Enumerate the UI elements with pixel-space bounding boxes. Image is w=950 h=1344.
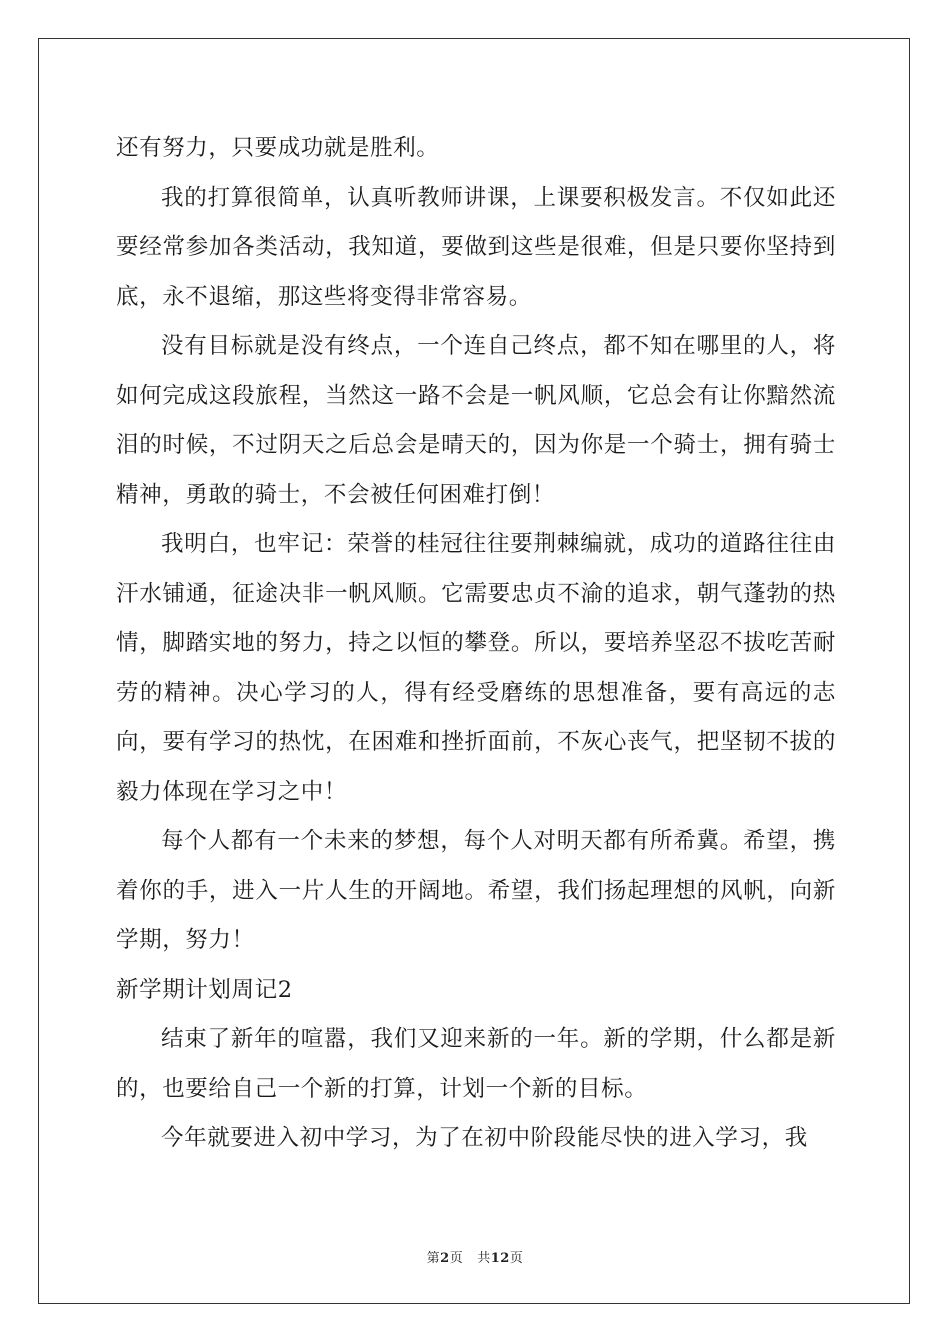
- page-total: 12: [490, 1251, 510, 1266]
- page-footer: [0, 1247, 950, 1266]
- paragraph: 每个人都有一个未来的梦想，每个人对明天都有所希冀。希望，携着你的手，进入一片人生的开阔地。希望，我们扬起理想的风帆，向新学期，努力！: [116, 828, 836, 953]
- paragraph: 今年就要进入初中学习，为了在初中阶段能尽快的进入学习，我: [161, 1125, 808, 1151]
- paragraph: 我的打算很简单，认真听教师讲课，上课要积极发言。不仅如此还要经常参加各类活动，我知道，要做到这些是很难，但是只要你坚持到底，永不退缩，那这些将变得非常容易。: [116, 184, 836, 310]
- page-suffix: 页: [449, 1251, 464, 1266]
- document-body: [116, 124, 836, 1164]
- page-prefix: 第: [426, 1251, 441, 1266]
- total-prefix: 共: [477, 1251, 491, 1266]
- paragraph-continuation: 还有努力，只要成功就是胜利。: [116, 135, 440, 161]
- paragraph: 没有目标就是没有终点，一个连自己终点，都不知在哪里的人，将如何完成这段旅程，当然这一路不会是一帆风顺，它总会有让你黯然流泪的时候，不过阴天之后总会是晴天的，因为你是一个骑士，拥有骑士精神，勇敢的骑士，不会被任何困难打倒！: [116, 333, 836, 508]
- section-title: 新学期计划周记2: [116, 976, 293, 1003]
- page-current: 2: [440, 1251, 450, 1266]
- total-suffix: 页: [509, 1251, 524, 1266]
- paragraph: 我明白，也牢记：荣誉的桂冠往往要荆棘编就，成功的道路往往由汗水铺通，征途决非一帆风顺。它需要忠贞不渝的追求，朝气蓬勃的热情，脚踏实地的努力，持之以恒的攀登。所以，要培养坚忍不拔吃苦耐劳的精神。决心学习的人，得有经受磨练的思想准备，要有高远的志向，要有学习的热忱，在困难和挫折面前，不灰心丧气，把坚韧不拔的毅力体现在学习之中！: [116, 531, 836, 805]
- paragraph: 结束了新年的喧嚣，我们又迎来新的一年。新的学期，什么都是新的，也要给自己一个新的打算，计划一个新的目标。: [116, 1026, 836, 1102]
